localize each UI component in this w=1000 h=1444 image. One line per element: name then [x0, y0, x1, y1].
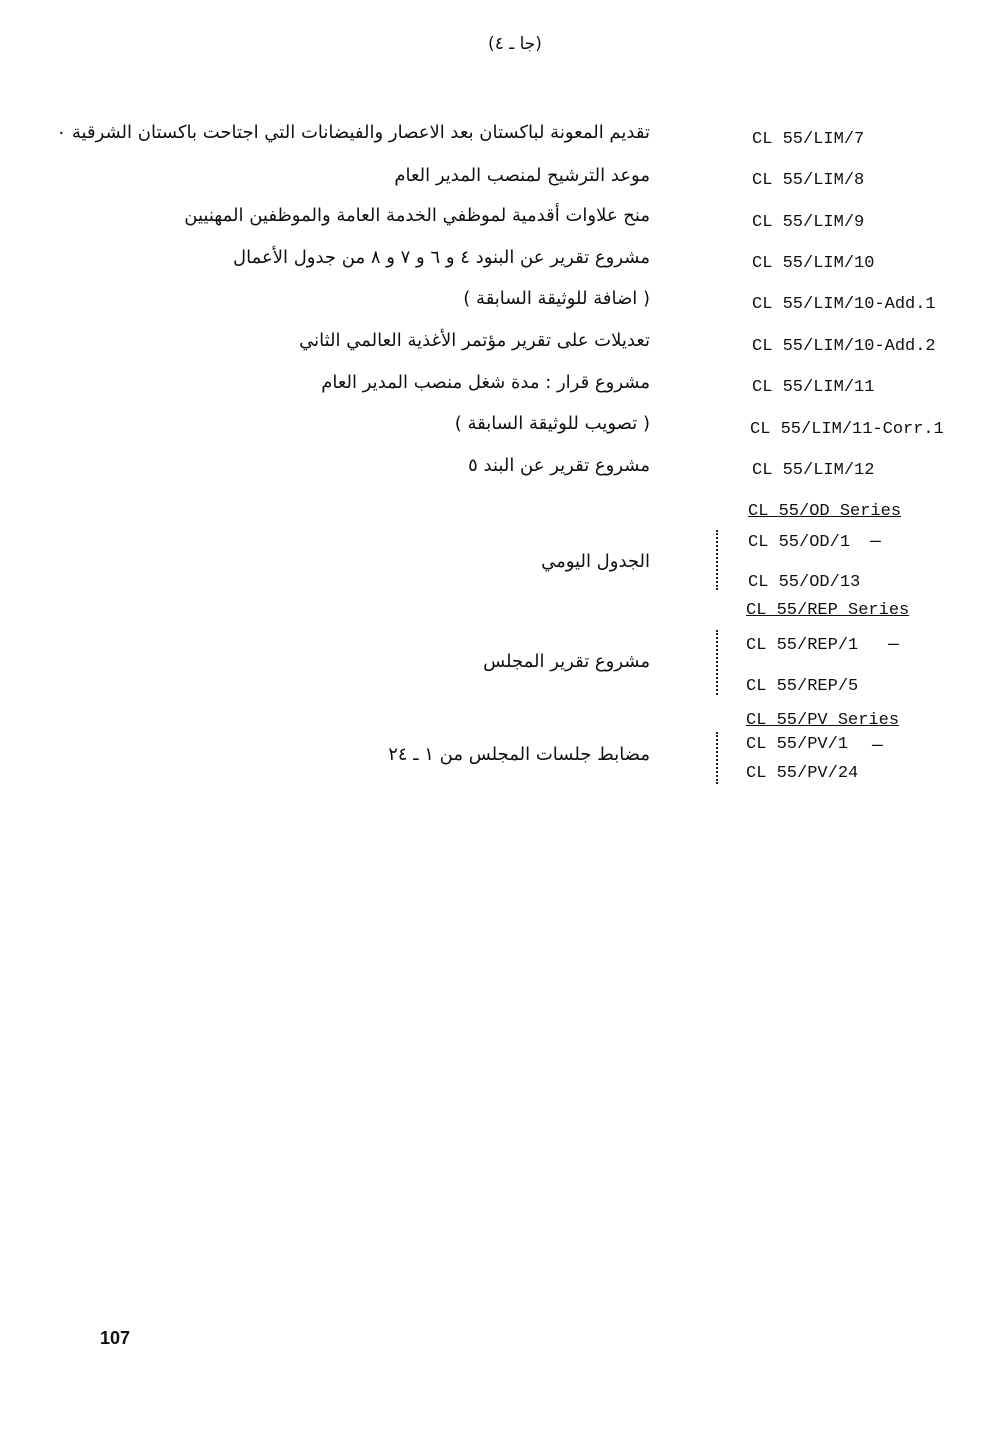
entry-code: CL 55/LIM/12	[752, 461, 875, 480]
entry-text: تقديم المعونة لباكستان بعد الاعصار والفيضانات التي اجتاحت باكستان الشرقية ٠	[56, 122, 650, 143]
series-from: CL 55/PV/1	[746, 735, 849, 754]
series-to: CL 55/PV/24	[746, 764, 859, 783]
entry-text: مشروع تقرير عن البنود ٤ و ٦ و ٧ و ٨ من جدول الأعمال	[233, 247, 650, 268]
entry-code: CL 55/LIM/10-Add.2	[752, 337, 936, 356]
series-from: CL 55/REP/1	[746, 636, 859, 655]
brace-icon	[716, 530, 726, 590]
series-text: مشروع تقرير المجلس	[483, 651, 650, 672]
series-from: CL 55/OD/1	[748, 533, 851, 552]
entry-code: CL 55/LIM/10-Add.1	[752, 295, 936, 314]
series-title: CL 55/PV Series	[746, 711, 900, 730]
entry-text: تعديلات على تقرير مؤتمر الأغذية العالمي الثاني	[299, 330, 650, 351]
entry-text: موعد الترشيح لمنصب المدير العام	[394, 165, 650, 186]
brace-icon	[716, 732, 726, 784]
entry-code: CL 55/LIM/10	[752, 254, 875, 273]
entry-text: ( اضافة للوثيقة السابقة )	[463, 288, 650, 309]
entry-code: CL 55/LIM/7	[752, 130, 865, 149]
page-header: (جا ـ ٤)	[488, 34, 542, 54]
series-title: CL 55/REP Series	[746, 601, 910, 620]
series-to: CL 55/OD/13	[748, 573, 861, 592]
range-dash: —	[870, 532, 881, 552]
entry-code: CL 55/LIM/9	[752, 213, 865, 232]
entry-code: CL 55/LIM/8	[752, 171, 865, 190]
entry-code: CL 55/LIM/11-Corr.1	[750, 420, 944, 439]
page-number: 107	[100, 1328, 131, 1348]
entry-code: CL 55/LIM/11	[752, 378, 875, 397]
range-dash: —	[888, 635, 899, 655]
series-to: CL 55/REP/5	[746, 677, 859, 696]
brace-icon	[716, 630, 726, 695]
series-text: مضابط جلسات المجلس من ١ ـ ٢٤	[388, 744, 650, 765]
entry-text: مشروع قرار : مدة شغل منصب المدير العام	[321, 372, 650, 393]
entry-text: مشروع تقرير عن البند ٥	[468, 455, 650, 476]
series-text: الجدول اليومي	[541, 551, 650, 572]
entry-text: منح علاوات أقدمية لموظفي الخدمة العامة والموظفين المهنيين	[184, 205, 650, 226]
series-title: CL 55/OD Series	[748, 502, 902, 521]
entry-text: ( تصويب للوثيقة السابقة )	[454, 413, 650, 434]
range-dash: —	[872, 736, 883, 756]
